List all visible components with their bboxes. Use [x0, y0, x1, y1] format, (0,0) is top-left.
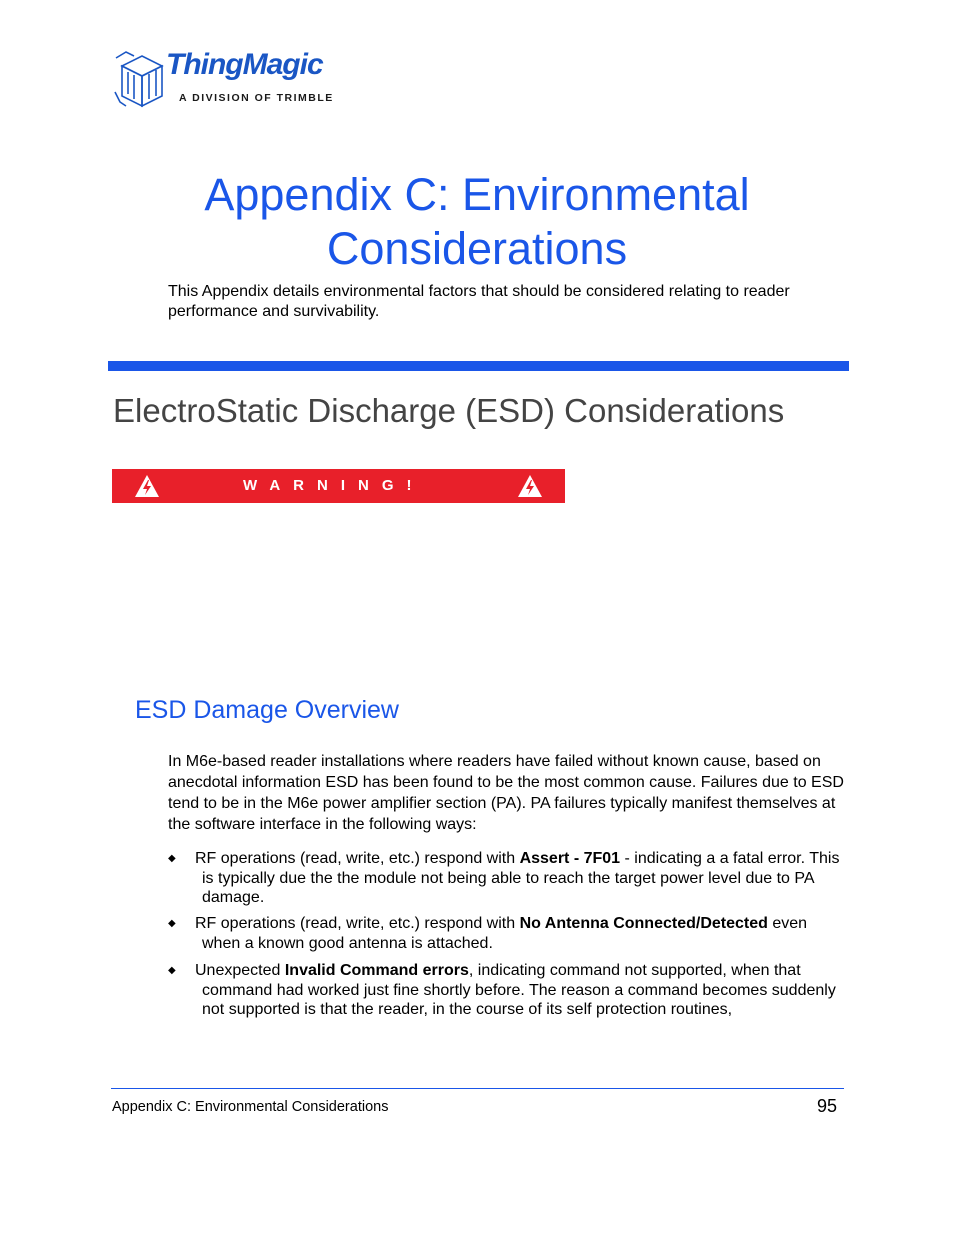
list-item [168, 849, 848, 908]
diamond-bullet-icon: ◆ [168, 853, 176, 864]
list-item [168, 914, 848, 953]
bullet-text: , indicating command not supported, when that command had worked just fine shortly before. The reason a command becomes suddenly not supported is that the reader, in the course of its self protection routines, [202, 962, 836, 1018]
diamond-bullet-icon: ◆ [168, 918, 176, 929]
page-title-line1: Appendix C: Environmental [204, 169, 750, 220]
intro-paragraph: This Appendix details environmental factors that should be considered relating to reader performance and survivability. [168, 283, 790, 320]
bullet-text: even when a known good antenna is attached. [202, 915, 808, 952]
bullet-bold-text: Assert - 7F01 [519, 850, 621, 867]
page-title [110, 168, 844, 276]
section-heading: ElectroStatic Discharge (ESD) Considerations [113, 392, 785, 429]
logo-subtitle: A DIVISION OF TRIMBLE [179, 92, 334, 104]
high-voltage-warning-icon [517, 474, 543, 498]
bullet-text: RF operations (read, write, etc.) respond with [195, 915, 520, 932]
bullet-text: - indicating a a fatal error. This is typically due the the module not being able to reach the target power level due to PA damage. [202, 850, 840, 906]
bullet-text: Unexpected [195, 962, 285, 979]
overview-paragraph: In M6e-based reader installations where readers have failed without known cause, based on anecdotal information ESD has been found to be the most common cause. Failures due to ESD tend to be in the M6e power amplifier section (PA). PA failures typically manifest themselves at the software interface in the following ways: [168, 753, 844, 833]
list-item [168, 961, 848, 1020]
section-divider [108, 361, 849, 371]
bullet-bold-text: No Antenna Connected/Detected [519, 915, 768, 932]
footer-divider [111, 1088, 844, 1089]
cube-logo-icon [112, 44, 168, 116]
page-title-line2: Considerations [326, 223, 628, 274]
thingmagic-logo [112, 44, 352, 116]
subsection-heading: ESD Damage Overview [135, 696, 399, 724]
bullet-text: RF operations (read, write, etc.) respond with [195, 850, 520, 867]
bullet-bold-text: Invalid Command errors [284, 962, 469, 979]
footer-title: Appendix C: Environmental Considerations [112, 1099, 389, 1115]
page-number: 95 [817, 1096, 838, 1116]
warning-banner [112, 469, 565, 503]
high-voltage-warning-icon [134, 474, 160, 498]
logo-name: ThingMagic [166, 48, 323, 81]
warning-label: WARNING! [243, 477, 425, 494]
diamond-bullet-icon: ◆ [168, 965, 176, 976]
